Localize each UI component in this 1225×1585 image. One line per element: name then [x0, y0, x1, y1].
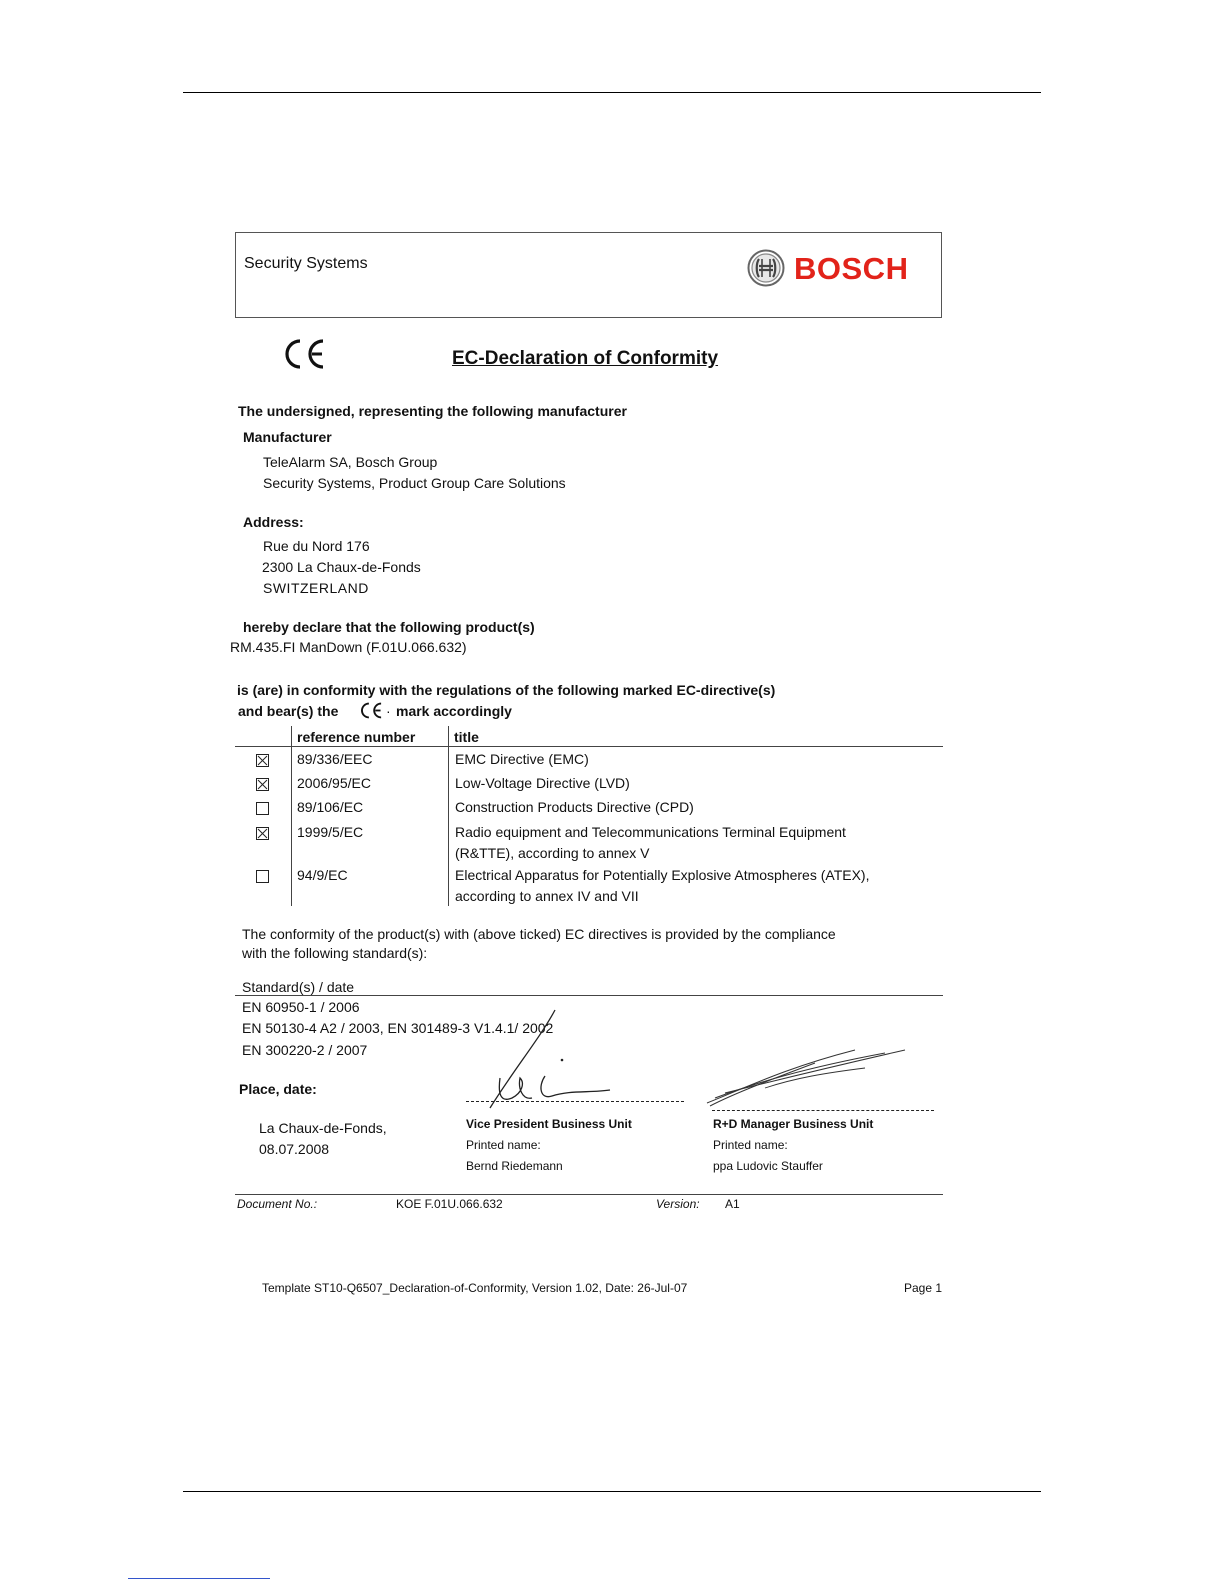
table-header-title: title [454, 729, 479, 745]
directive-checkbox-unchecked[interactable] [256, 802, 269, 815]
standard-line: EN 60950-1 / 2006 [242, 999, 360, 1015]
manufacturer-line: TeleAlarm SA, Bosch Group [263, 454, 438, 470]
table-header-rule [235, 746, 943, 747]
directive-ref: 89/336/EEC [297, 751, 373, 767]
printed-name-label: Printed name: [713, 1138, 788, 1152]
directive-ref: 94/9/EC [297, 867, 348, 883]
directive-checkbox-checked[interactable] [256, 754, 269, 767]
signatory-name: ppa Ludovic Stauffer [713, 1159, 823, 1173]
directive-title-cont: according to annex IV and VII [455, 888, 639, 904]
directive-title: Electrical Apparatus for Potentially Explosive Atmospheres (ATEX), [455, 867, 870, 883]
standard-line: EN 300220-2 / 2007 [242, 1042, 368, 1058]
ce-mark-small-icon [358, 702, 384, 719]
signature-2-icon [705, 1048, 910, 1108]
product-value: RM.435.FI ManDown (F.01U.066.632) [230, 639, 467, 655]
ce-dot: · [386, 703, 391, 719]
signatory-role: Vice President Business Unit [466, 1117, 632, 1131]
address-line: 2300 La Chaux-de-Fonds [262, 559, 421, 575]
conformity-line-pre: and bear(s) the [238, 703, 339, 719]
signature-line-1 [466, 1101, 684, 1102]
bottom-rule [183, 1491, 1041, 1492]
signature-line-2 [712, 1110, 934, 1111]
signatory-role: R+D Manager Business Unit [713, 1117, 874, 1131]
footer-link-underline[interactable] [128, 1578, 270, 1579]
bosch-logo [747, 249, 908, 287]
compliance-line: The conformity of the product(s) with (above ticked) EC directives is provided by the compliance [242, 926, 836, 942]
document-title: EC-Declaration of Conformity [452, 348, 719, 369]
conformity-line: is (are) in conformity with the regulations of the following marked EC-directive(s) [237, 682, 776, 698]
conformity-line-post: mark accordingly [396, 703, 512, 719]
manufacturer-line: Security Systems, Product Group Care Solutions [263, 475, 566, 491]
table-col-divider [291, 726, 292, 906]
ce-mark-icon [281, 338, 327, 370]
intro-text: The undersigned, representing the following manufacturer [238, 403, 627, 419]
bosch-armature-icon [747, 249, 785, 287]
place-date: 08.07.2008 [259, 1141, 330, 1157]
directive-title-cont: (R&TTE), according to annex V [455, 845, 650, 861]
standards-heading: Standard(s) / date [242, 979, 355, 995]
directive-ref: 2006/95/EC [297, 775, 371, 791]
top-rule [183, 92, 1041, 93]
place-city: La Chaux-de-Fonds, [259, 1120, 387, 1136]
directive-title: EMC Directive (EMC) [455, 751, 589, 767]
document-footer-rule [235, 1194, 943, 1195]
directive-ref: 1999/5/EC [297, 824, 364, 840]
document-no-label: Document No.: [237, 1197, 318, 1211]
manufacturer-heading: Manufacturer [243, 429, 332, 445]
version-value: A1 [725, 1197, 740, 1211]
template-line: Template ST10-Q6507_Declaration-of-Conformity, Version 1.02, Date: 26-Jul-07 [262, 1281, 688, 1295]
table-header-ref: reference number [297, 729, 416, 745]
directive-checkbox-checked[interactable] [256, 778, 269, 791]
product-heading: hereby declare that the following product(s) [243, 619, 535, 635]
directive-ref: 89/106/EC [297, 799, 364, 815]
address-line: SWITZERLAND [263, 580, 369, 596]
place-date-heading: Place, date: [239, 1081, 317, 1097]
directive-checkbox-checked[interactable] [256, 827, 269, 840]
signatory-name: Bernd Riedemann [466, 1159, 563, 1173]
document-no-value: KOE F.01U.066.632 [396, 1197, 503, 1211]
brand-wordmark: BOSCH [794, 250, 909, 286]
address-heading: Address: [243, 514, 304, 530]
division-name: Security Systems [244, 255, 368, 272]
page-label: Page 1 [904, 1281, 943, 1295]
compliance-line: with the following standard(s): [242, 945, 428, 961]
directive-title: Radio equipment and Telecommunications Terminal Equipment [455, 824, 846, 840]
directive-checkbox-unchecked[interactable] [256, 870, 269, 883]
standards-rule [235, 995, 943, 996]
directive-title: Low-Voltage Directive (LVD) [455, 775, 630, 791]
standard-line: EN 50130-4 A2 / 2003, EN 301489-3 V1.4.1/ 2002 [242, 1020, 554, 1036]
directive-title: Construction Products Directive (CPD) [455, 799, 694, 815]
address-line: Rue du Nord 176 [263, 538, 370, 554]
version-label: Version: [656, 1197, 700, 1211]
printed-name-label: Printed name: [466, 1138, 541, 1152]
table-col-divider [448, 726, 449, 906]
